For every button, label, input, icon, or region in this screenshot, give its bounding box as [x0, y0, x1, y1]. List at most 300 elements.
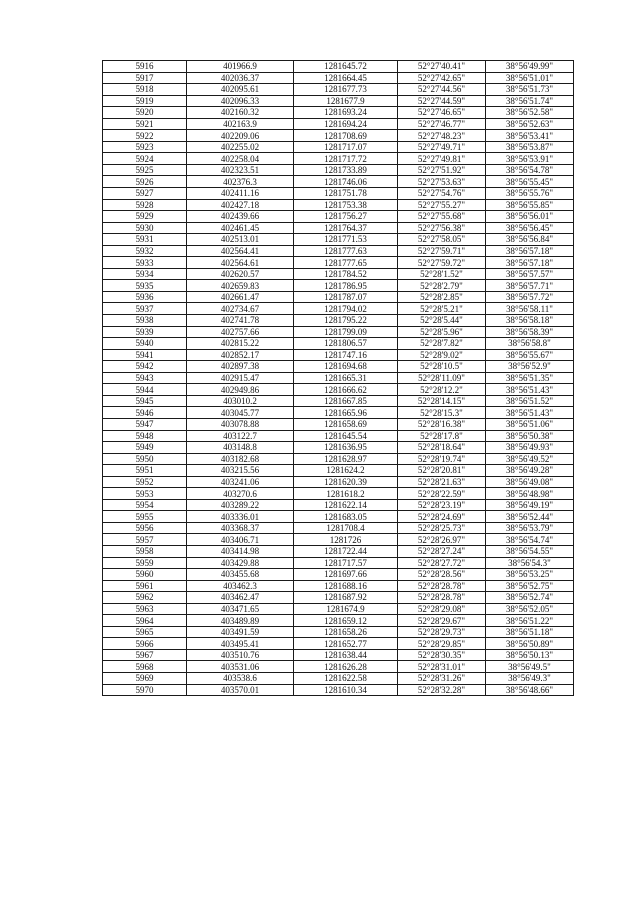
- latitude-cell: 52°28'15.3": [398, 407, 486, 419]
- y-coordinate-cell: 1281665.31: [294, 372, 398, 384]
- y-coordinate-cell: 1281674.9: [294, 603, 398, 615]
- table-row: [103, 649, 574, 661]
- latitude-cell: 52°27'49.71": [398, 141, 486, 153]
- longitude-cell: 38°56'53.87": [486, 141, 574, 153]
- table-row: [103, 418, 574, 430]
- x-coordinate-cell: 402897.38: [187, 361, 294, 373]
- latitude-cell: 52°27'44.59": [398, 95, 486, 107]
- table-row: [103, 476, 574, 488]
- y-coordinate-cell: 1281636.95: [294, 442, 398, 454]
- longitude-cell: 38°56'58.11": [486, 303, 574, 315]
- latitude-cell: 52°28'17.8": [398, 430, 486, 442]
- x-coordinate-cell: 402036.37: [187, 72, 294, 84]
- y-coordinate-cell: 1281664.45: [294, 72, 398, 84]
- table-row: [103, 303, 574, 315]
- latitude-cell: 52°28'20.81": [398, 465, 486, 477]
- y-coordinate-cell: 1281693.24: [294, 107, 398, 119]
- longitude-cell: 38°56'53.41": [486, 130, 574, 142]
- longitude-cell: 38°56'54.78": [486, 164, 574, 176]
- point-number-cell: 5932: [103, 245, 187, 257]
- longitude-cell: 38°56'48.98": [486, 488, 574, 500]
- latitude-cell: 52°27'59.71": [398, 245, 486, 257]
- latitude-cell: 52°27'46.65": [398, 107, 486, 119]
- y-coordinate-cell: 1281683.05: [294, 511, 398, 523]
- table-row: [103, 372, 574, 384]
- point-number-cell: 5925: [103, 164, 187, 176]
- longitude-cell: 38°56'55.67": [486, 349, 574, 361]
- point-number-cell: 5963: [103, 603, 187, 615]
- y-coordinate-cell: 1281626.28: [294, 661, 398, 673]
- latitude-cell: 52°28'18.64": [398, 442, 486, 454]
- y-coordinate-cell: 1281722.44: [294, 545, 398, 557]
- table-row: [103, 395, 574, 407]
- y-coordinate-cell: 1281658.26: [294, 626, 398, 638]
- point-number-cell: 5926: [103, 176, 187, 188]
- y-coordinate-cell: 1281620.39: [294, 476, 398, 488]
- table-row: [103, 211, 574, 223]
- point-number-cell: 5970: [103, 684, 187, 696]
- y-coordinate-cell: 1281806.57: [294, 338, 398, 350]
- longitude-cell: 38°56'57.57": [486, 268, 574, 280]
- y-coordinate-cell: 1281753.38: [294, 199, 398, 211]
- table-row: [103, 361, 574, 373]
- point-number-cell: 5960: [103, 569, 187, 581]
- table-row: [103, 430, 574, 442]
- x-coordinate-cell: 403182.68: [187, 453, 294, 465]
- x-coordinate-cell: 403462.47: [187, 592, 294, 604]
- x-coordinate-cell: 403531.06: [187, 661, 294, 673]
- point-number-cell: 5938: [103, 315, 187, 327]
- table-row: [103, 592, 574, 604]
- latitude-cell: 52°27'59.72": [398, 257, 486, 269]
- x-coordinate-cell: 403289.22: [187, 499, 294, 511]
- longitude-cell: 38°56'58.8": [486, 338, 574, 350]
- y-coordinate-cell: 1281694.68: [294, 361, 398, 373]
- y-coordinate-cell: 1281624.2: [294, 465, 398, 477]
- x-coordinate-cell: 403471.65: [187, 603, 294, 615]
- x-coordinate-cell: 402323.51: [187, 164, 294, 176]
- point-number-cell: 5951: [103, 465, 187, 477]
- table-row: [103, 153, 574, 165]
- y-coordinate-cell: 1281756.27: [294, 211, 398, 223]
- point-number-cell: 5927: [103, 188, 187, 200]
- point-number-cell: 5929: [103, 211, 187, 223]
- point-number-cell: 5943: [103, 372, 187, 384]
- y-coordinate-cell: 1281726: [294, 534, 398, 546]
- x-coordinate-cell: 402757.66: [187, 326, 294, 338]
- longitude-cell: 38°56'56.01": [486, 211, 574, 223]
- latitude-cell: 52°27'55.27": [398, 199, 486, 211]
- x-coordinate-cell: 403406.71: [187, 534, 294, 546]
- x-coordinate-cell: 402564.41: [187, 245, 294, 257]
- latitude-cell: 52°28'32.28": [398, 684, 486, 696]
- latitude-cell: 52°27'58.05": [398, 234, 486, 246]
- y-coordinate-cell: 1281717.07: [294, 141, 398, 153]
- point-number-cell: 5941: [103, 349, 187, 361]
- longitude-cell: 38°56'50.89": [486, 638, 574, 650]
- longitude-cell: 38°56'55.76": [486, 188, 574, 200]
- latitude-cell: 52°28'28.78": [398, 592, 486, 604]
- table-row: [103, 453, 574, 465]
- y-coordinate-cell: 1281666.62: [294, 384, 398, 396]
- longitude-cell: 38°56'53.91": [486, 153, 574, 165]
- latitude-cell: 52°28'27.72": [398, 557, 486, 569]
- y-coordinate-cell: 1281638.44: [294, 649, 398, 661]
- y-coordinate-cell: 1281786.95: [294, 280, 398, 292]
- longitude-cell: 38°56'49.5": [486, 661, 574, 673]
- latitude-cell: 52°27'46.77": [398, 118, 486, 130]
- x-coordinate-cell: 403455.68: [187, 569, 294, 581]
- table-row: [103, 84, 574, 96]
- table-row: [103, 338, 574, 350]
- table-row: [103, 684, 574, 696]
- table-row: [103, 199, 574, 211]
- longitude-cell: 38°56'49.99": [486, 61, 574, 73]
- y-coordinate-cell: 1281795.22: [294, 315, 398, 327]
- latitude-cell: 52°28'19.74": [398, 453, 486, 465]
- y-coordinate-cell: 1281694.24: [294, 118, 398, 130]
- longitude-cell: 38°56'49.28": [486, 465, 574, 477]
- point-number-cell: 5933: [103, 257, 187, 269]
- point-number-cell: 5965: [103, 626, 187, 638]
- x-coordinate-cell: 403215.56: [187, 465, 294, 477]
- y-coordinate-cell: 1281794.02: [294, 303, 398, 315]
- x-coordinate-cell: 403489.89: [187, 615, 294, 627]
- table-row: [103, 61, 574, 73]
- coordinates-table-body: [103, 61, 574, 696]
- y-coordinate-cell: 1281708.69: [294, 130, 398, 142]
- y-coordinate-cell: 1281717.72: [294, 153, 398, 165]
- longitude-cell: 38°56'51.43": [486, 384, 574, 396]
- y-coordinate-cell: 1281787.07: [294, 291, 398, 303]
- longitude-cell: 38°56'53.25": [486, 569, 574, 581]
- point-number-cell: 5953: [103, 488, 187, 500]
- table-row: [103, 130, 574, 142]
- table-row: [103, 522, 574, 534]
- point-number-cell: 5954: [103, 499, 187, 511]
- x-coordinate-cell: 402661.47: [187, 291, 294, 303]
- longitude-cell: 38°56'51.73": [486, 84, 574, 96]
- x-coordinate-cell: 402741.78: [187, 315, 294, 327]
- longitude-cell: 38°56'49.08": [486, 476, 574, 488]
- x-coordinate-cell: 403010.2: [187, 395, 294, 407]
- x-coordinate-cell: 402513.01: [187, 234, 294, 246]
- latitude-cell: 52°28'24.69": [398, 511, 486, 523]
- table-row: [103, 465, 574, 477]
- longitude-cell: 38°56'55.85": [486, 199, 574, 211]
- table-row: [103, 626, 574, 638]
- x-coordinate-cell: 403241.06: [187, 476, 294, 488]
- y-coordinate-cell: 1281764.37: [294, 222, 398, 234]
- x-coordinate-cell: 402852.17: [187, 349, 294, 361]
- y-coordinate-cell: 1281784.52: [294, 268, 398, 280]
- y-coordinate-cell: 1281658.69: [294, 418, 398, 430]
- latitude-cell: 52°28'29.08": [398, 603, 486, 615]
- latitude-cell: 52°28'2.79": [398, 280, 486, 292]
- point-number-cell: 5955: [103, 511, 187, 523]
- y-coordinate-cell: 1281652.77: [294, 638, 398, 650]
- longitude-cell: 38°56'51.35": [486, 372, 574, 384]
- table-row: [103, 72, 574, 84]
- point-number-cell: 5920: [103, 107, 187, 119]
- longitude-cell: 38°56'51.01": [486, 72, 574, 84]
- latitude-cell: 52°28'27.24": [398, 545, 486, 557]
- latitude-cell: 52°28'5.44": [398, 315, 486, 327]
- point-number-cell: 5931: [103, 234, 187, 246]
- point-number-cell: 5942: [103, 361, 187, 373]
- latitude-cell: 52°27'53.63": [398, 176, 486, 188]
- table-row: [103, 188, 574, 200]
- point-number-cell: 5956: [103, 522, 187, 534]
- latitude-cell: 52°28'29.73": [398, 626, 486, 638]
- longitude-cell: 38°56'49.3": [486, 672, 574, 684]
- point-number-cell: 5930: [103, 222, 187, 234]
- point-number-cell: 5917: [103, 72, 187, 84]
- latitude-cell: 52°28'29.85": [398, 638, 486, 650]
- point-number-cell: 5924: [103, 153, 187, 165]
- x-coordinate-cell: 402734.67: [187, 303, 294, 315]
- table-row: [103, 222, 574, 234]
- y-coordinate-cell: 1281628.97: [294, 453, 398, 465]
- x-coordinate-cell: 403270.6: [187, 488, 294, 500]
- y-coordinate-cell: 1281771.53: [294, 234, 398, 246]
- latitude-cell: 52°28'25.73": [398, 522, 486, 534]
- table-row: [103, 315, 574, 327]
- longitude-cell: 38°56'55.45": [486, 176, 574, 188]
- point-number-cell: 5947: [103, 418, 187, 430]
- y-coordinate-cell: 1281618.2: [294, 488, 398, 500]
- latitude-cell: 52°28'10.5": [398, 361, 486, 373]
- latitude-cell: 52°28'22.59": [398, 488, 486, 500]
- latitude-cell: 52°28'14.15": [398, 395, 486, 407]
- longitude-cell: 38°56'53.79": [486, 522, 574, 534]
- x-coordinate-cell: 402095.61: [187, 84, 294, 96]
- point-number-cell: 5918: [103, 84, 187, 96]
- y-coordinate-cell: 1281687.92: [294, 592, 398, 604]
- y-coordinate-cell: 1281667.85: [294, 395, 398, 407]
- y-coordinate-cell: 1281645.72: [294, 61, 398, 73]
- latitude-cell: 52°28'9.02": [398, 349, 486, 361]
- point-number-cell: 5957: [103, 534, 187, 546]
- table-row: [103, 268, 574, 280]
- latitude-cell: 52°27'48.23": [398, 130, 486, 142]
- y-coordinate-cell: 1281746.06: [294, 176, 398, 188]
- y-coordinate-cell: 1281697.66: [294, 569, 398, 581]
- latitude-cell: 52°27'49.81": [398, 153, 486, 165]
- latitude-cell: 52°28'28.56": [398, 569, 486, 581]
- point-number-cell: 5962: [103, 592, 187, 604]
- point-number-cell: 5966: [103, 638, 187, 650]
- longitude-cell: 38°56'51.22": [486, 615, 574, 627]
- point-number-cell: 5919: [103, 95, 187, 107]
- point-number-cell: 5937: [103, 303, 187, 315]
- longitude-cell: 38°56'57.18": [486, 257, 574, 269]
- longitude-cell: 38°56'58.39": [486, 326, 574, 338]
- y-coordinate-cell: 1281751.78: [294, 188, 398, 200]
- latitude-cell: 52°28'16.38": [398, 418, 486, 430]
- latitude-cell: 52°27'42.65": [398, 72, 486, 84]
- y-coordinate-cell: 1281733.89: [294, 164, 398, 176]
- latitude-cell: 52°28'31.26": [398, 672, 486, 684]
- x-coordinate-cell: 403045.77: [187, 407, 294, 419]
- longitude-cell: 38°56'51.06": [486, 418, 574, 430]
- table-row: [103, 557, 574, 569]
- x-coordinate-cell: 402209.06: [187, 130, 294, 142]
- longitude-cell: 38°56'50.13": [486, 649, 574, 661]
- longitude-cell: 38°56'51.18": [486, 626, 574, 638]
- x-coordinate-cell: 403148.8: [187, 442, 294, 454]
- point-number-cell: 5935: [103, 280, 187, 292]
- point-number-cell: 5934: [103, 268, 187, 280]
- longitude-cell: 38°56'51.74": [486, 95, 574, 107]
- table-row: [103, 499, 574, 511]
- longitude-cell: 38°56'57.71": [486, 280, 574, 292]
- table-row: [103, 291, 574, 303]
- point-number-cell: 5964: [103, 615, 187, 627]
- longitude-cell: 38°56'52.05": [486, 603, 574, 615]
- table-row: [103, 407, 574, 419]
- x-coordinate-cell: 403495.41: [187, 638, 294, 650]
- table-row: [103, 672, 574, 684]
- x-coordinate-cell: 402255.02: [187, 141, 294, 153]
- latitude-cell: 52°28'5.21": [398, 303, 486, 315]
- longitude-cell: 38°56'52.58": [486, 107, 574, 119]
- point-number-cell: 5959: [103, 557, 187, 569]
- x-coordinate-cell: 403510.76: [187, 649, 294, 661]
- latitude-cell: 52°27'51.92": [398, 164, 486, 176]
- table-row: [103, 107, 574, 119]
- latitude-cell: 52°28'2.85": [398, 291, 486, 303]
- x-coordinate-cell: 402620.57: [187, 268, 294, 280]
- point-number-cell: 5921: [103, 118, 187, 130]
- x-coordinate-cell: 402427.18: [187, 199, 294, 211]
- table-row: [103, 176, 574, 188]
- longitude-cell: 38°56'51.52": [486, 395, 574, 407]
- point-number-cell: 5952: [103, 476, 187, 488]
- x-coordinate-cell: 403462.3: [187, 580, 294, 592]
- latitude-cell: 52°27'55.68": [398, 211, 486, 223]
- point-number-cell: 5944: [103, 384, 187, 396]
- y-coordinate-cell: 1281677.73: [294, 84, 398, 96]
- longitude-cell: 38°56'48.66": [486, 684, 574, 696]
- table-row: [103, 245, 574, 257]
- point-number-cell: 5928: [103, 199, 187, 211]
- table-row: [103, 257, 574, 269]
- table-row: [103, 326, 574, 338]
- point-number-cell: 5936: [103, 291, 187, 303]
- latitude-cell: 52°28'28.78": [398, 580, 486, 592]
- y-coordinate-cell: 1281677.9: [294, 95, 398, 107]
- coordinates-table: [102, 60, 574, 696]
- x-coordinate-cell: 402564.61: [187, 257, 294, 269]
- x-coordinate-cell: 403078.88: [187, 418, 294, 430]
- y-coordinate-cell: 1281645.54: [294, 430, 398, 442]
- longitude-cell: 38°56'56.45": [486, 222, 574, 234]
- x-coordinate-cell: 402376.3: [187, 176, 294, 188]
- x-coordinate-cell: 402439.66: [187, 211, 294, 223]
- latitude-cell: 52°27'56.38": [398, 222, 486, 234]
- y-coordinate-cell: 1281610.34: [294, 684, 398, 696]
- longitude-cell: 38°56'52.44": [486, 511, 574, 523]
- y-coordinate-cell: 1281622.14: [294, 499, 398, 511]
- table-row: [103, 661, 574, 673]
- longitude-cell: 38°56'50.38": [486, 430, 574, 442]
- point-number-cell: 5967: [103, 649, 187, 661]
- y-coordinate-cell: 1281799.09: [294, 326, 398, 338]
- table-row: [103, 580, 574, 592]
- x-coordinate-cell: 403122.7: [187, 430, 294, 442]
- table-row: [103, 603, 574, 615]
- point-number-cell: 5923: [103, 141, 187, 153]
- table-row: [103, 280, 574, 292]
- table-row: [103, 234, 574, 246]
- latitude-cell: 52°28'7.82": [398, 338, 486, 350]
- point-number-cell: 5958: [103, 545, 187, 557]
- longitude-cell: 38°56'57.72": [486, 291, 574, 303]
- table-row: [103, 638, 574, 650]
- x-coordinate-cell: 402659.83: [187, 280, 294, 292]
- table-row: [103, 95, 574, 107]
- point-number-cell: 5945: [103, 395, 187, 407]
- point-number-cell: 5948: [103, 430, 187, 442]
- table-row: [103, 511, 574, 523]
- x-coordinate-cell: 402411.16: [187, 188, 294, 200]
- x-coordinate-cell: 402163.9: [187, 118, 294, 130]
- point-number-cell: 5950: [103, 453, 187, 465]
- x-coordinate-cell: 402160.32: [187, 107, 294, 119]
- table-row: [103, 488, 574, 500]
- latitude-cell: 52°28'29.67": [398, 615, 486, 627]
- latitude-cell: 52°27'54.76": [398, 188, 486, 200]
- point-number-cell: 5968: [103, 661, 187, 673]
- x-coordinate-cell: 403570.01: [187, 684, 294, 696]
- longitude-cell: 38°56'58.18": [486, 315, 574, 327]
- longitude-cell: 38°56'49.19": [486, 499, 574, 511]
- latitude-cell: 52°27'44.56": [398, 84, 486, 96]
- longitude-cell: 38°56'52.74": [486, 592, 574, 604]
- y-coordinate-cell: 1281659.12: [294, 615, 398, 627]
- latitude-cell: 52°28'12.2": [398, 384, 486, 396]
- point-number-cell: 5922: [103, 130, 187, 142]
- x-coordinate-cell: 403491.59: [187, 626, 294, 638]
- x-coordinate-cell: 402258.04: [187, 153, 294, 165]
- point-number-cell: 5946: [103, 407, 187, 419]
- longitude-cell: 38°56'54.55": [486, 545, 574, 557]
- longitude-cell: 38°56'52.75": [486, 580, 574, 592]
- y-coordinate-cell: 1281622.58: [294, 672, 398, 684]
- x-coordinate-cell: 402949.86: [187, 384, 294, 396]
- x-coordinate-cell: 403538.6: [187, 672, 294, 684]
- y-coordinate-cell: 1281777.65: [294, 257, 398, 269]
- latitude-cell: 52°28'30.35": [398, 649, 486, 661]
- x-coordinate-cell: 402096.33: [187, 95, 294, 107]
- longitude-cell: 38°56'49.52": [486, 453, 574, 465]
- table-row: [103, 569, 574, 581]
- y-coordinate-cell: 1281708.4: [294, 522, 398, 534]
- y-coordinate-cell: 1281717.57: [294, 557, 398, 569]
- table-row: [103, 349, 574, 361]
- x-coordinate-cell: 402815.22: [187, 338, 294, 350]
- longitude-cell: 38°56'52.9": [486, 361, 574, 373]
- point-number-cell: 5949: [103, 442, 187, 454]
- y-coordinate-cell: 1281777.63: [294, 245, 398, 257]
- latitude-cell: 52°28'31.01": [398, 661, 486, 673]
- y-coordinate-cell: 1281665.96: [294, 407, 398, 419]
- point-number-cell: 5916: [103, 61, 187, 73]
- table-row: [103, 118, 574, 130]
- latitude-cell: 52°28'23.19": [398, 499, 486, 511]
- point-number-cell: 5961: [103, 580, 187, 592]
